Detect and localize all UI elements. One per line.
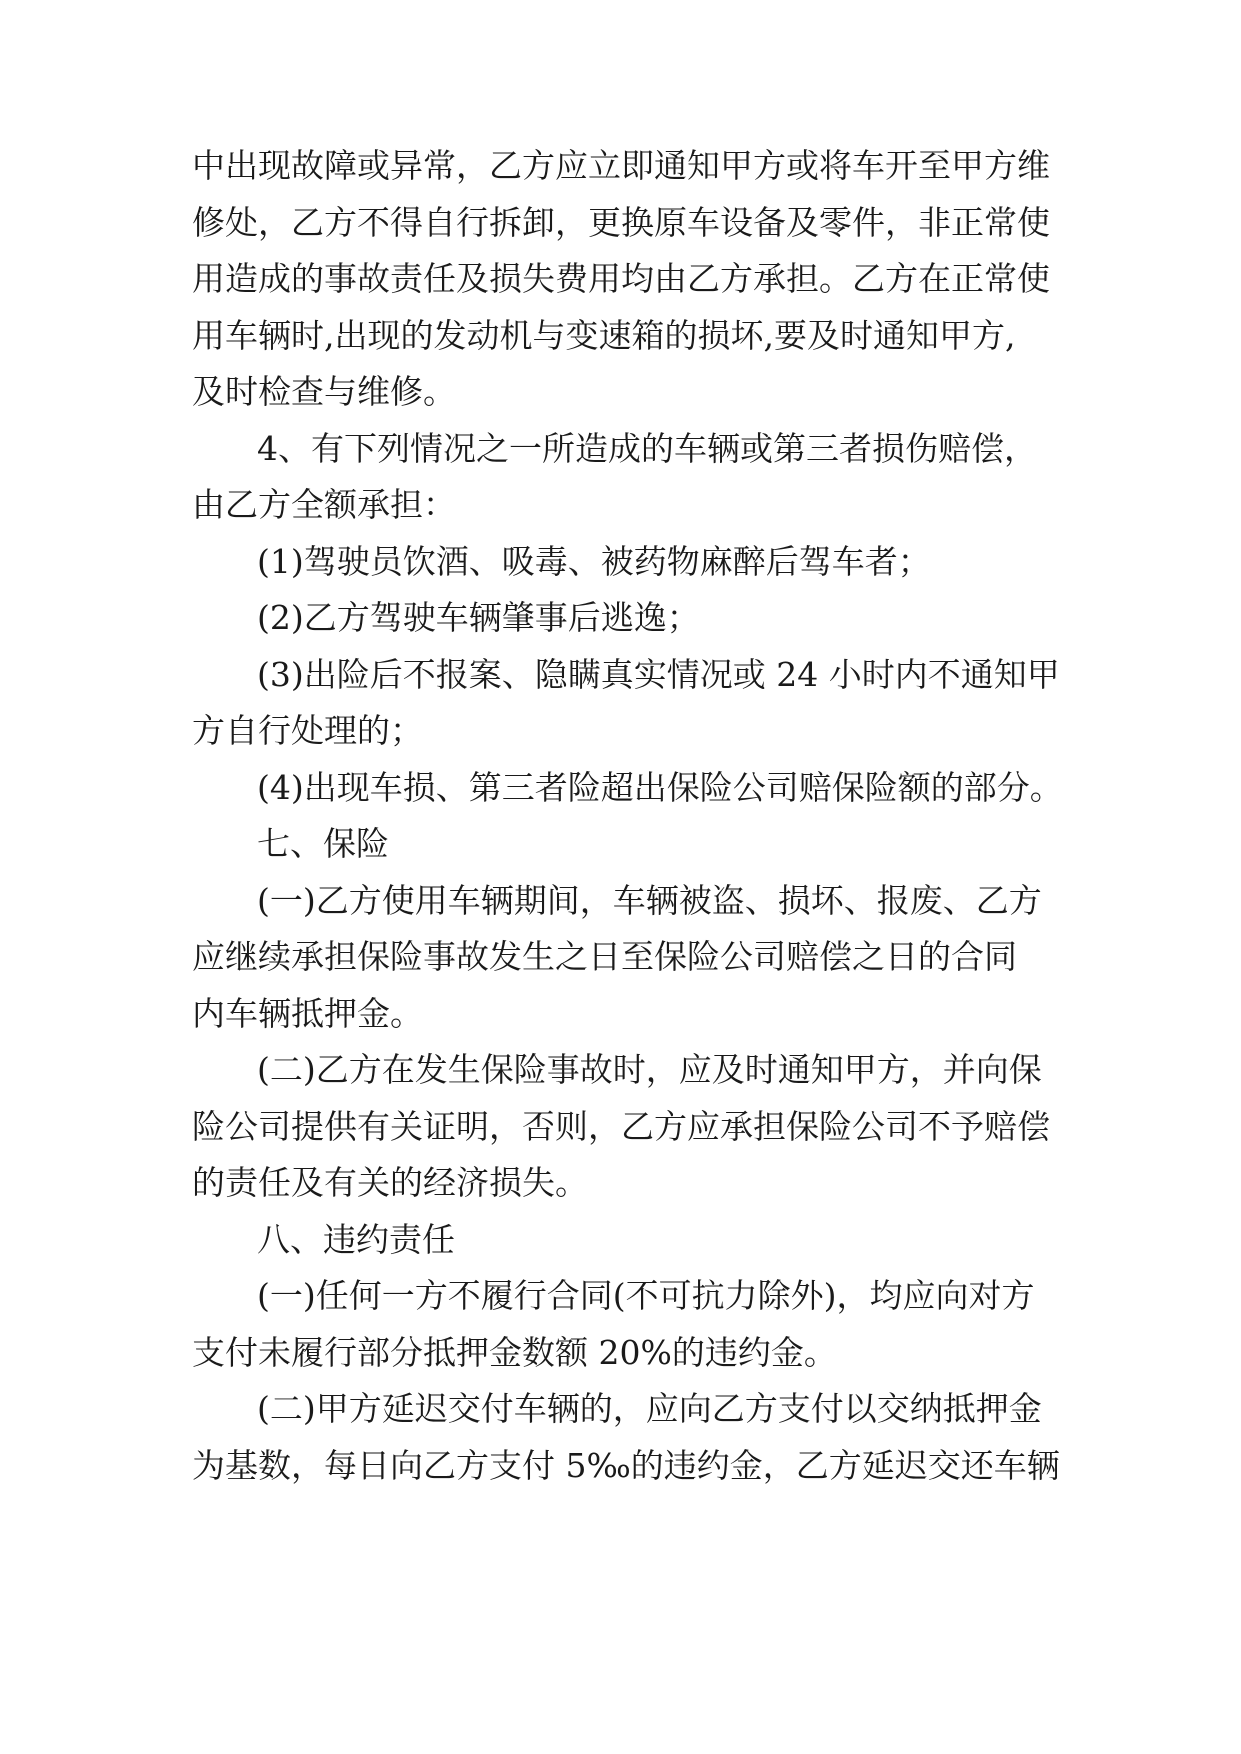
- text-line: (二)乙方在发生保险事故时，应及时通知甲方，并向保: [257, 1050, 1042, 1089]
- text-line: 方自行处理的；: [192, 711, 423, 750]
- text-line: 八、违约责任: [257, 1219, 455, 1259]
- text-line: 中出现故障或异常，乙方应立即通知甲方或将车开至甲方维: [192, 146, 1050, 185]
- text-line: 为基数，每日向乙方支付 5‰的违约金，乙方延迟交还车辆: [192, 1445, 1060, 1485]
- text-line: 内车辆抵押金。: [192, 993, 423, 1033]
- text-line: (一)任何一方不履行合同(不可抗力除外)，均应向对方: [257, 1276, 1035, 1315]
- text-line: 及时检查与维修。: [192, 372, 456, 411]
- text-line: 由乙方全额承担：: [192, 485, 456, 524]
- text-line: (1)驾驶员饮酒、吸毒、被药物麻醉后驾车者；: [257, 541, 931, 581]
- text-line: (3)出险后不报案、隐瞒真实情况或 24 小时内不通知甲: [257, 654, 1060, 694]
- text-line: 修处，乙方不得自行拆卸，更换原车设备及零件，非正常使: [192, 202, 1050, 242]
- text-line: (4)出现车损、第三者险超出保险公司赔保险额的部分。: [257, 767, 1063, 807]
- text-line: 应继续承担保险事故发生之日至保险公司赔偿之日的合同: [192, 937, 1017, 976]
- text-line: 用车辆时,出现的发动机与变速箱的损坏,要及时通知甲方,: [192, 315, 1016, 355]
- text-line: 支付未履行部分抵押金数额 20%的违约金。: [192, 1332, 837, 1372]
- text-line: 险公司提供有关证明，否则，乙方应承担保险公司不予赔偿: [192, 1106, 1050, 1146]
- text-line: 的责任及有关的经济损失。: [192, 1163, 588, 1202]
- text-line: (二)甲方延迟交付车辆的，应向乙方支付以交纳抵押金: [257, 1389, 1042, 1428]
- text-line: 4、有下列情况之一所造成的车辆或第三者损伤赔偿，: [257, 428, 1037, 468]
- text-line: 用造成的事故责任及损失费用均由乙方承担。乙方在正常使: [192, 259, 1050, 298]
- text-line: (一)乙方使用车辆期间，车辆被盗、损坏、报废、乙方: [257, 880, 1042, 920]
- text-line: 七、保险: [257, 824, 389, 863]
- text-line: (2)乙方驾驶车辆肇事后逃逸；: [257, 598, 700, 637]
